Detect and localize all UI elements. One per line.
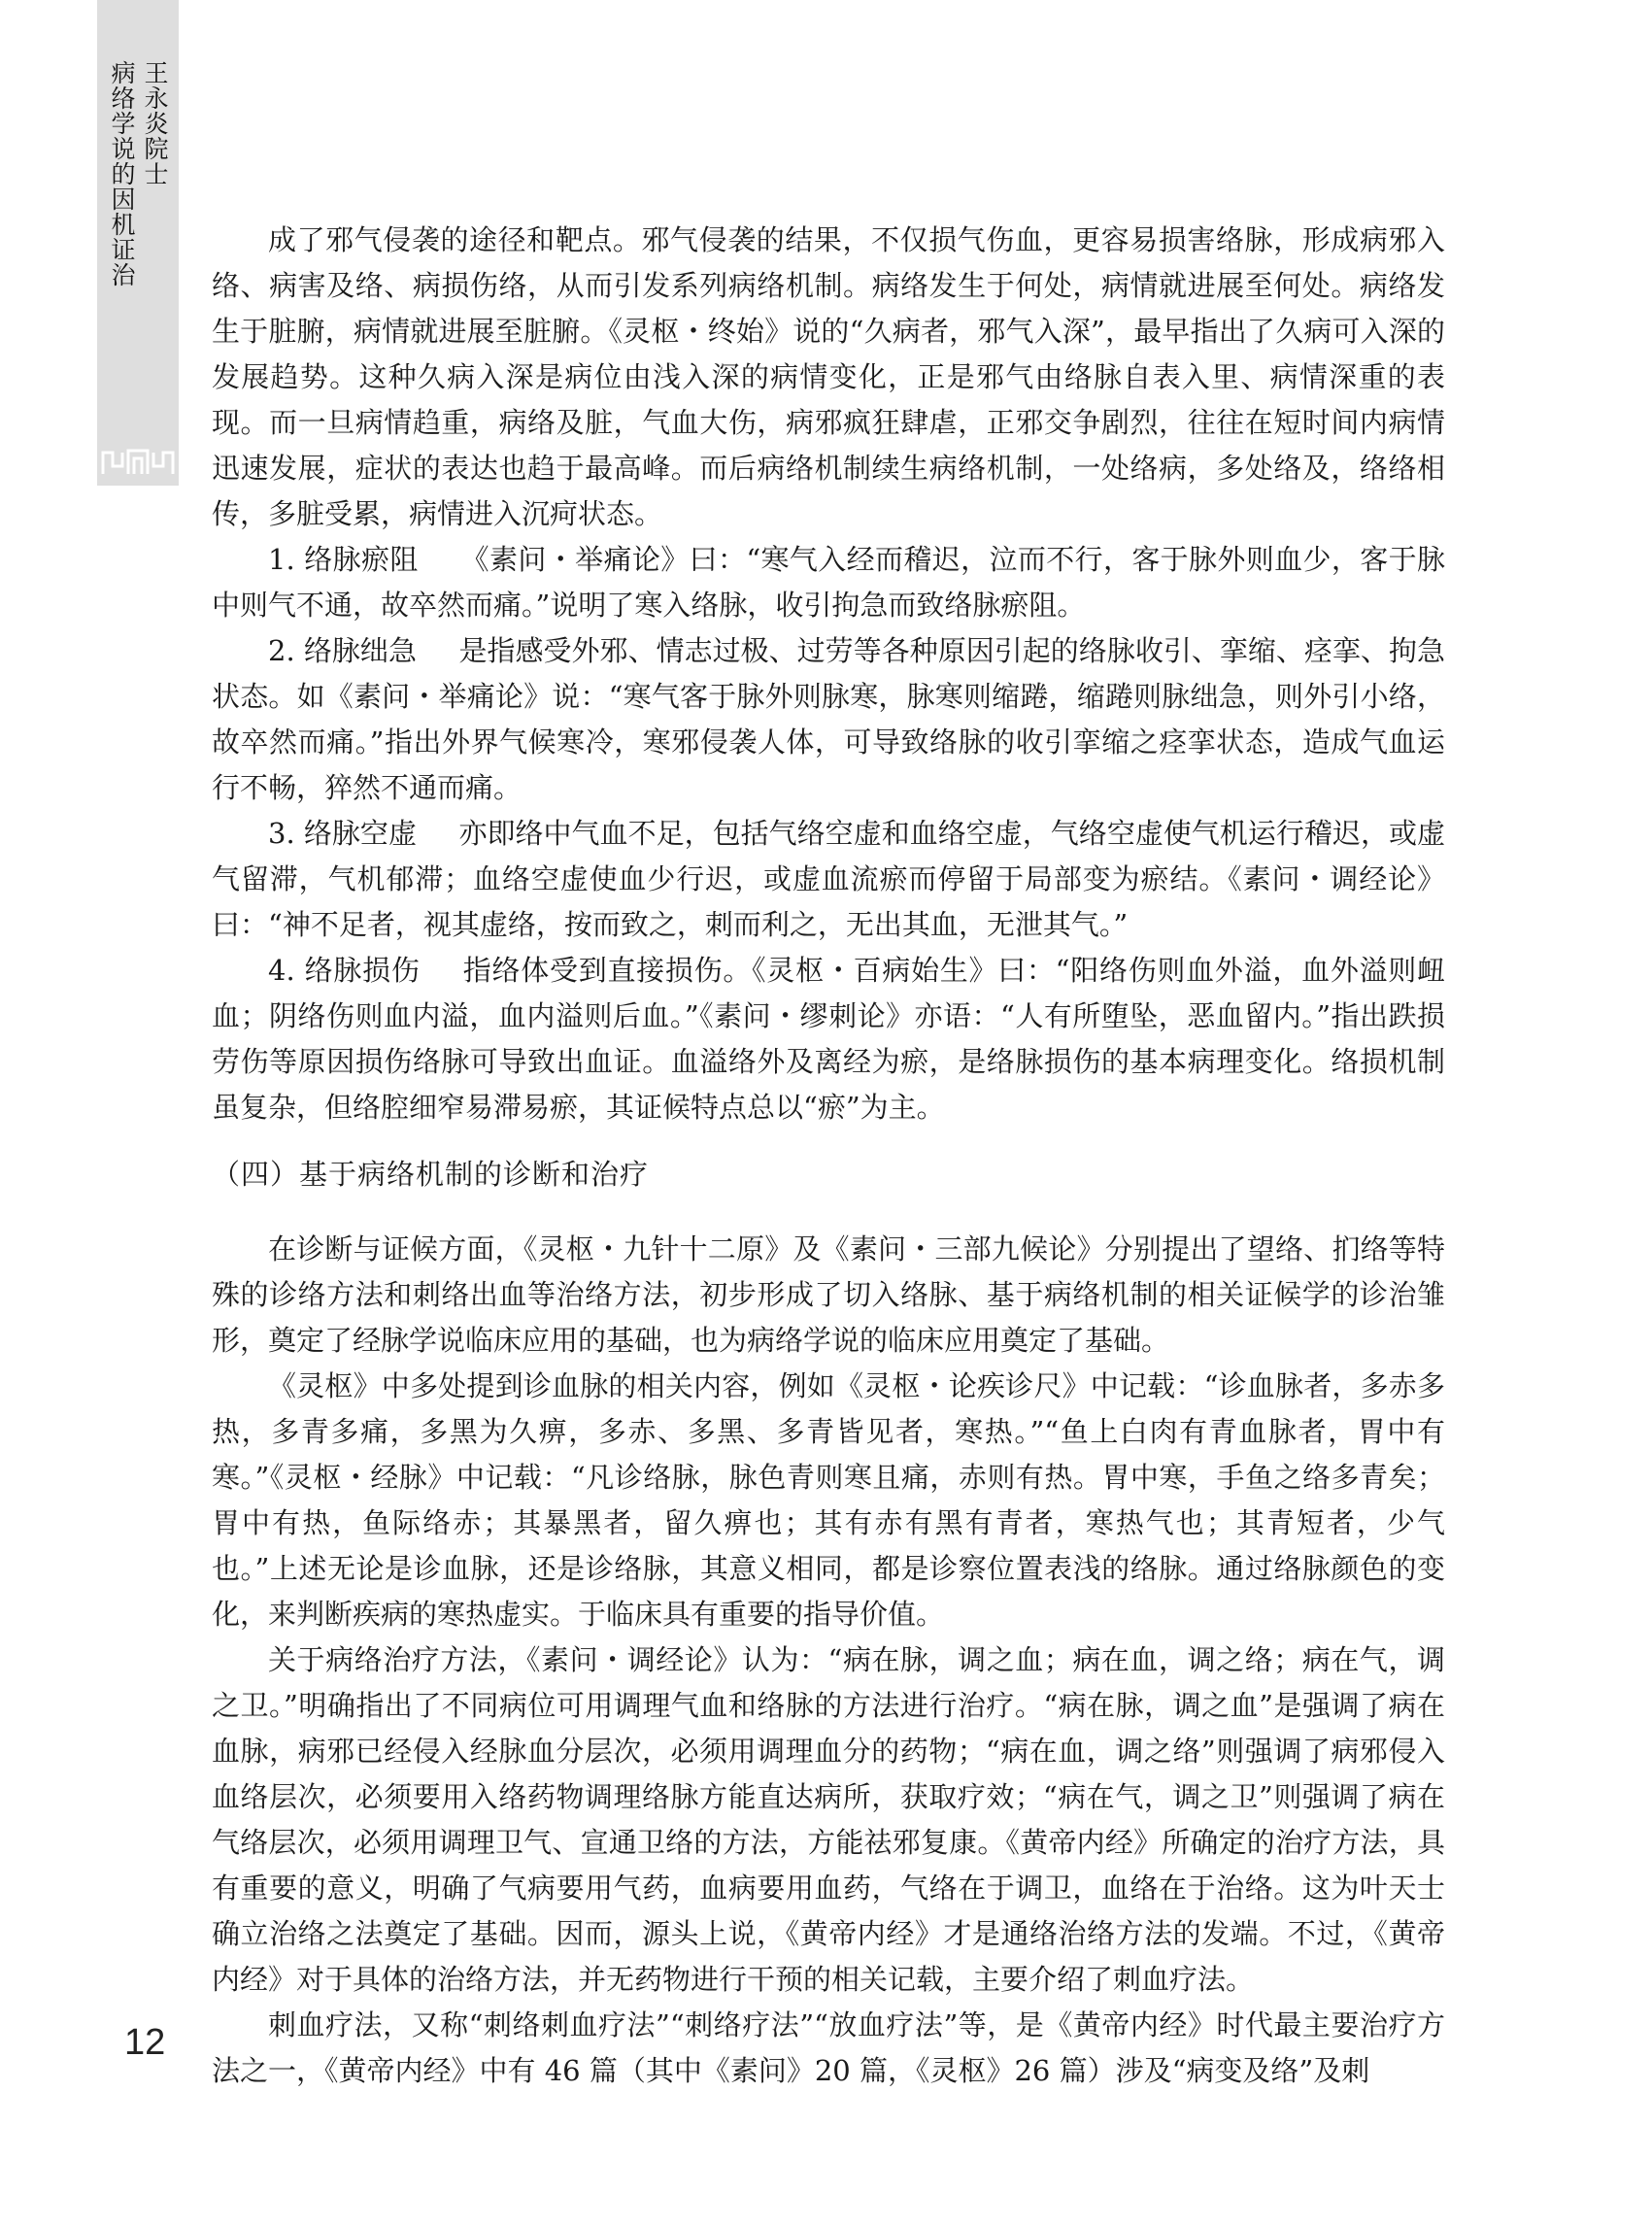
- list-item-lead: 3. 络脉空虚: [268, 817, 417, 850]
- paragraph-2: [212, 537, 1445, 628]
- paragraph-9: 刺血疗法，又称“刺络刺血疗法”“刺络疗法”“放血疗法”等，是《黄帝内经》时代最主要治疗方法之一，《黄帝内经》中有 46 篇（其中《素问》20 篇，《灵枢》26 篇）涉及“病变及络”及刺: [212, 2008, 1445, 2087]
- page-number: 12: [124, 2022, 166, 2063]
- list-item-text: 指络体受到直接损伤。《灵枢・百病始生》曰：“阳络伤则血外溢，血外溢则衄血；阴络伤则血内溢，血内溢则后血。”《素问・缪刺论》亦语：“人有所堕坠，恶血留内。”指出跌损劳伤等原因损伤络脉可导致出血证。血溢络外及离经为瘀，是络脉损伤的基本病理变化。络损机制虽复杂，但络腔细窄易滞易瘀，其证候特点总以“瘀”为主。: [212, 954, 1446, 1124]
- list-item-lead: 1. 络脉瘀阻: [268, 543, 419, 576]
- list-item-text: 《素问・举痛论》曰：“寒气入经而稽迟，泣而不行，客于脉外则血少，客于脉中则气不通，故卒然而痛。”说明了寒入络脉，收引拘急而致络脉瘀阻。: [212, 543, 1446, 622]
- paragraph-1: [212, 218, 1445, 537]
- paragraph-7: 《灵枢》中多处提到诊血脉的相关内容，例如《灵枢・论疾诊尺》中记载：“诊血脉者，多赤多热，多青多痛，多黑为久痹，多赤、多黑、多青皆见者，寒热。”“鱼上白肉有青血脉者，胃中有寒。”《灵枢・经脉》中记载：“凡诊络脉，脉色青则寒且痛，赤则有热。胃中寒，手鱼之络多青矣；胃中有热，鱼际络赤；其暴黑者，留久痹也；其有赤有黑有青者，寒热气也；其青短者，少气也。”上述无论是诊血脉，还是诊络脉，其意义相同，都是诊察位置表浅的络脉。通过络脉颜色的变化，来判断疾病的寒热虚实。于临床具有重要的指导价值。: [212, 1369, 1445, 1631]
- section-heading: （四）基于病络机制的诊断和治疗: [212, 1158, 650, 1191]
- list-item-text: 是指感受外邪、情志过极、过劳等各种原因引起的络脉收引、挛缩、痉挛、拘急状态。如《素问・举痛论》说：“寒气客于脉外则脉寒，脉寒则缩踡，缩踡则脉绌急，则外引小络，故卒然而痛。”指出外界气候寒冷，寒邪侵袭人体，可导致络脉的收引挛缩之痉挛状态，造成气血运行不畅，猝然不通而痛。: [212, 634, 1445, 804]
- list-item-text: 亦即络中气血不足，包括气络空虚和血络空虚，气络空虚使气机运行稽迟，或虚气留滞，气机郁滞；血络空虚使血少行迟，或虚血流瘀而停留于局部变为瘀结。《素问・调经论》曰：“神不足者，视其虚络，按而致之，刺而利之，无出其血，无泄其气。”: [212, 817, 1445, 941]
- list-item-lead: 2. 络脉绌急: [268, 634, 417, 667]
- side-title: [97, 60, 179, 287]
- ornament-icon: [99, 445, 177, 480]
- paragraph-6: 在诊断与证候方面，《灵枢・九针十二原》及《素问・三部九候论》分别提出了望络、扪络等特殊的诊络方法和刺络出血等治络方法，初步形成了切入络脉、基于病络机制的相关证候学的诊治雏形，奠定了经脉学说临床应用的基础，也为病络学说的临床应用奠定了基础。: [212, 1232, 1445, 1357]
- paragraph-3: [212, 628, 1445, 811]
- paragraph-text: 成了邪气侵袭的途径和靶点。邪气侵袭的结果，不仅损气伤血，更容易损害络脉，形成病邪入络、病害及络、病损伤络，从而引发系列病络机制。病络发生于何处，病情就进展至何处。病络发生于脏腑，病情就进展至脏腑。《灵枢・终始》说的“久病者，邪气入深”，最早指出了久病可入深的发展趋势。这种久病入深是病位由浅入深的病情变化，正是邪气由络脉自表入里、病情深重的表现。而一旦病情趋重，病络及脏，气血大伤，病邪疯狂肆虐，正邪交争剧烈，往往在短时间内病情迅速发展，症状的表达也趋于最高峰。而后病络机制续生病络机制，一处络病，多处络及，络络相传，多脏受累，病情进入沉疴状态。: [212, 223, 1445, 530]
- side-author: 王永炎院士: [141, 60, 169, 186]
- main-content: [212, 218, 1445, 2094]
- paragraph-8: 关于病络治疗方法，《素问・调经论》认为：“病在脉，调之血；病在血，调之络；病在气，调之卫。”明确指出了不同病位可用调理气血和络脉的方法进行治疗。“病在脉，调之血”是强调了病在血脉，病邪已经侵入经脉血分层次，必须用调理血分的药物；“病在血，调之络”则强调了病邪侵入血络层次，必须要用入络药物调理络脉方能直达病所，获取疗效；“病在气，调之卫”则强调了病在气络层次，必须用调理卫气、宣通卫络的方法，方能祛邪复康。《黄帝内经》所确定的治疗方法，具有重要的意义，明确了气病要用气药，血病要用血药，气络在于调卫，血络在于治络。这为叶天士确立治络之法奠定了基础。因而，源头上说，《黄帝内经》才是通络治络方法的发端。不过，《黄帝内经》对于具体的治络方法，并无药物进行干预的相关记载，主要介绍了刺血疗法。: [212, 1643, 1445, 1996]
- side-tab: [97, 0, 179, 486]
- list-item-lead: 4. 络脉损伤: [268, 954, 421, 987]
- paragraph-5: [212, 948, 1445, 1130]
- paragraph-4: [212, 811, 1445, 948]
- side-book-title: 病络学说的因机证治: [108, 60, 136, 287]
